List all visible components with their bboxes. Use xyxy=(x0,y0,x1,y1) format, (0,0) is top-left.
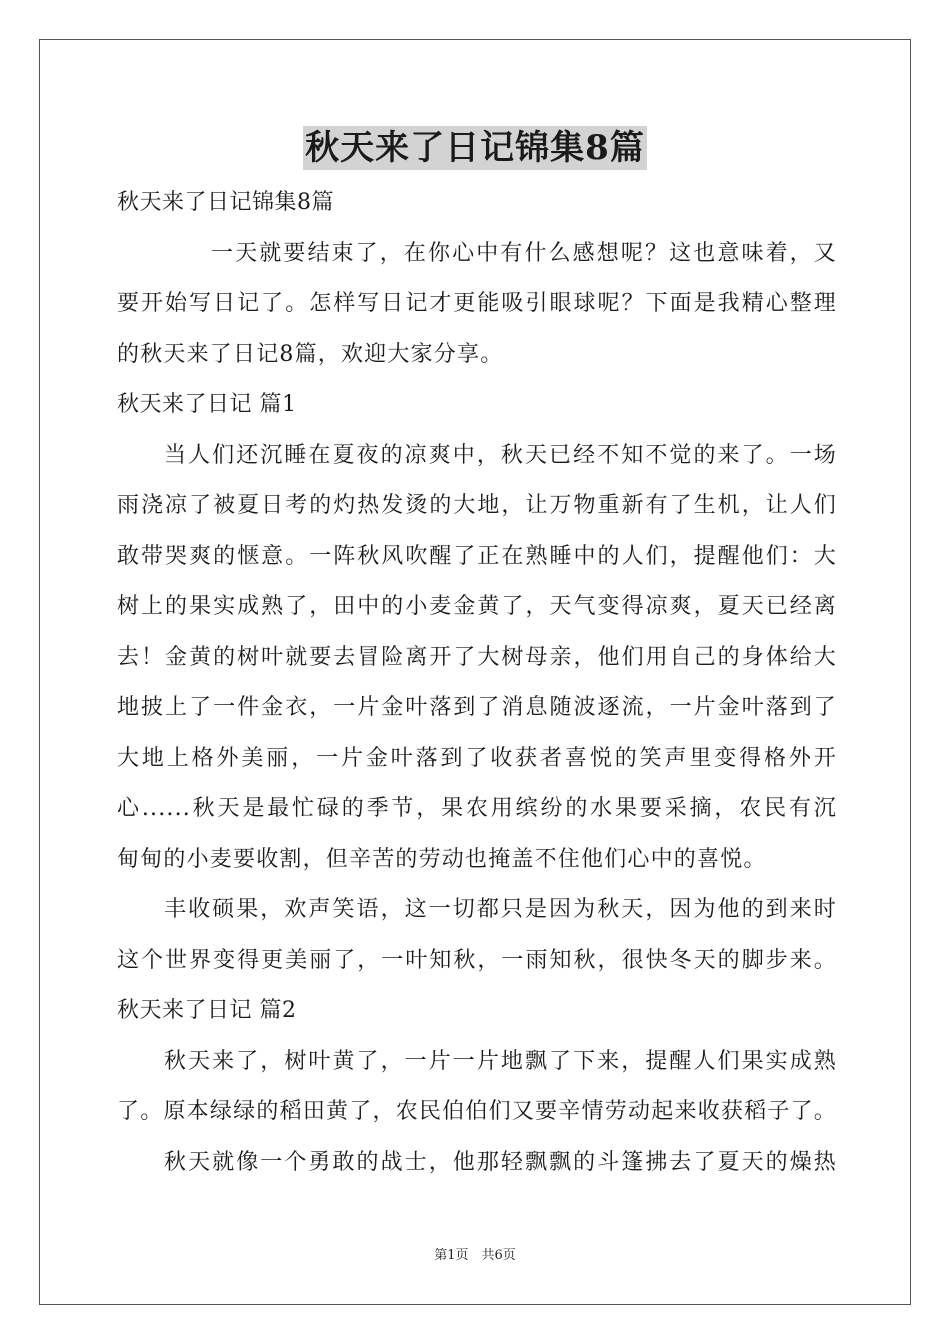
document-title: 秋天来了日记锦集8篇 xyxy=(305,128,645,168)
paragraph-line: 雨浇凉了被夏日考的灼热发烫的大地，让万物重新有了生机，让人们 xyxy=(117,493,837,518)
document-body xyxy=(117,178,837,1188)
title-container xyxy=(0,126,950,170)
paragraph-line: 去！金黄的树叶就要去冒险离开了大树母亲，他们用自己的身体给大 xyxy=(117,644,837,670)
paragraph-line: 丰收硕果，欢声笑语，这一切都只是因为秋天，因为他的到来时 xyxy=(164,897,837,922)
paragraph-line: 心......秋天是最忙碌的季节，果农用缤纷的水果要采摘，农民有沉 xyxy=(117,796,837,821)
paragraph-line: 当人们还沉睡在夏夜的凉爽中，秋天已经不知不觉的来了。一场 xyxy=(164,442,837,468)
paragraph-line: 这个世界变得更美丽了，一叶知秋，一雨知秋，很快冬天的脚步来。 xyxy=(117,947,837,973)
paragraph-line: 的秋天来了日记8篇，欢迎大家分享。 xyxy=(117,341,504,367)
paragraph-line: 甸甸的小麦要收割，但辛苦的劳动也掩盖不住他们心中的喜悦。 xyxy=(117,846,767,872)
paragraph-line: 大地上格外美丽，一片金叶落到了收获者喜悦的笑声里变得格外开 xyxy=(117,745,837,771)
paragraph-line: 了。原本绿绿的稻田黄了，农民伯伯们又要辛情劳动起来收获稻子了。 xyxy=(117,1099,837,1124)
paragraph-line: 要开始写日记了。怎样写日记才更能吸引眼球呢？下面是我精心整理 xyxy=(117,291,837,316)
section-heading: 秋天来了日记 篇1 xyxy=(117,392,297,417)
paragraph-line: 秋天来了，树叶黄了，一片一片地飘了下来，提醒人们果实成熟 xyxy=(164,1048,837,1074)
paragraph-line: 一天就要结束了，在你心中有什么感想呢？这也意味着，又 xyxy=(211,240,837,266)
paragraph-line: 秋天就像一个勇敢的战士，他那轻飘飘的斗篷拂去了夏天的燥热 xyxy=(164,1149,837,1175)
paragraph-line: 树上的果实成熟了，田中的小麦金黄了，天气变得凉爽，夏天已经离 xyxy=(117,594,837,619)
section-heading: 秋天来了日记锦集8篇 xyxy=(117,190,334,215)
paragraph-line: 敢带哭爽的惬意。一阵秋风吹醒了正在熟睡中的人们，提醒他们：大 xyxy=(117,543,837,569)
section-heading: 秋天来了日记 篇2 xyxy=(117,998,297,1023)
paragraph-line: 地披上了一件金衣，一片金叶落到了消息随波逐流，一片金叶落到了 xyxy=(117,695,837,720)
page-footer: 第1页 共6页 xyxy=(434,1248,516,1263)
